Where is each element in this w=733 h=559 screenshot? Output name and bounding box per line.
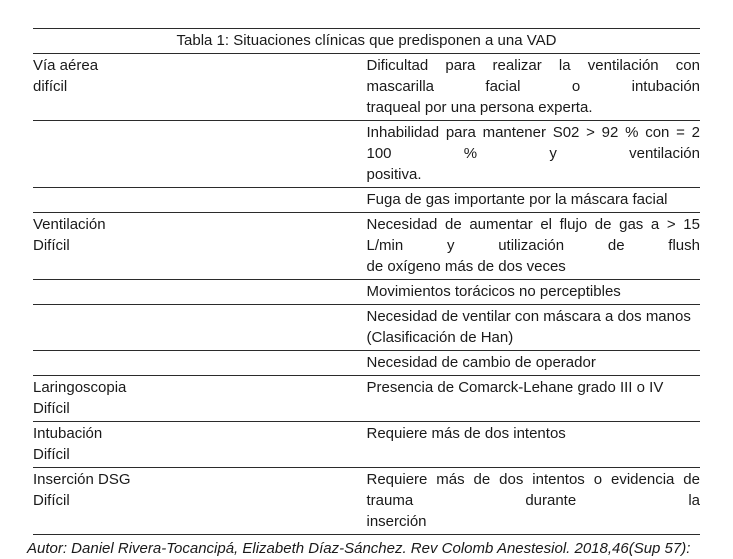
row-category-cell [33,468,367,535]
description-text-line: Inhabilidad para mantener S02 > 92 % con = 2 100 % y ventilación [366,124,700,162]
description-text-line: Requiere más de dos intentos o evidencia de trauma durante la [366,471,700,509]
table-row [33,188,700,213]
table-row [33,54,700,121]
row-category-cell [33,422,367,468]
description-text-line: Necesidad de cambio de operador [366,354,596,371]
category-text-line: Difícil [33,400,70,417]
table-row [33,468,700,535]
table-row [33,376,700,422]
table-header [33,29,700,54]
row-category-cell [33,376,367,422]
row-description-cell [367,376,701,422]
description-text-line: Dificultad para realizar la ventilación con mascarilla facial o intubación [366,57,700,95]
description-text-line: Necesidad de aumentar el flujo de gas a > 15 L/min y utilización de flush [366,216,700,254]
description-text-line: Necesidad de ventilar con máscara a dos manos (Clasificación de Han) [366,308,691,346]
description-text-line: Movimientos torácicos no perceptibles [366,283,621,300]
category-text-line: Intubación [33,425,103,442]
row-description-cell [367,54,701,121]
table-body [33,54,700,535]
row-category-cell [33,121,367,188]
table-row [33,351,700,376]
category-text-line: Difícil [33,492,70,509]
row-description-cell [367,305,701,351]
description-text-line: inserción [366,513,427,530]
document-page [27,28,705,559]
row-category-cell [33,213,367,280]
table-row [33,121,700,188]
category-text-line: Ventilación [33,216,106,233]
clinical-situations-table [33,28,700,535]
row-description-cell [367,422,701,468]
description-text-line: Presencia de Comarck-Lehane grado III o IV [366,379,664,396]
row-description-cell [367,351,701,376]
description-text-line: positiva. [366,166,422,183]
category-text-line: Inserción DSG [33,471,131,488]
description-text-line: traqueal por una persona experta. [366,99,593,116]
category-text-line: Difícil [33,237,70,254]
table-row [33,280,700,305]
row-description-cell [367,121,701,188]
row-description-cell [367,188,701,213]
row-description-cell [367,468,701,535]
row-description-cell [367,213,701,280]
row-category-cell [33,305,367,351]
category-text-line: Laringoscopia [33,379,127,396]
table-title: Tabla 1: Situaciones clínicas que predisponen a una VAD [33,29,700,54]
row-category-cell [33,351,367,376]
row-category-cell [33,280,367,305]
table-row [33,305,700,351]
description-text-line: Fuga de gas importante por la máscara facial [366,191,668,208]
description-text-line: Requiere más de dos intentos [366,425,566,442]
description-text-line: de oxígeno más de dos veces [366,258,566,275]
category-text-line: difícil [33,78,68,95]
source-citation: Autor: Daniel Rivera-Tocancipá, Elizabeth Díaz-Sánchez. Rev Colomb Anestesiol. 2018,46(Sup 57): [27,540,691,557]
table-title-row [33,29,700,54]
category-text-line: Difícil [33,446,70,463]
table-row [33,422,700,468]
category-text-line: Vía aérea [33,57,99,74]
row-category-cell [33,54,367,121]
row-description-cell [367,280,701,305]
row-category-cell [33,188,367,213]
table-row [33,213,700,280]
